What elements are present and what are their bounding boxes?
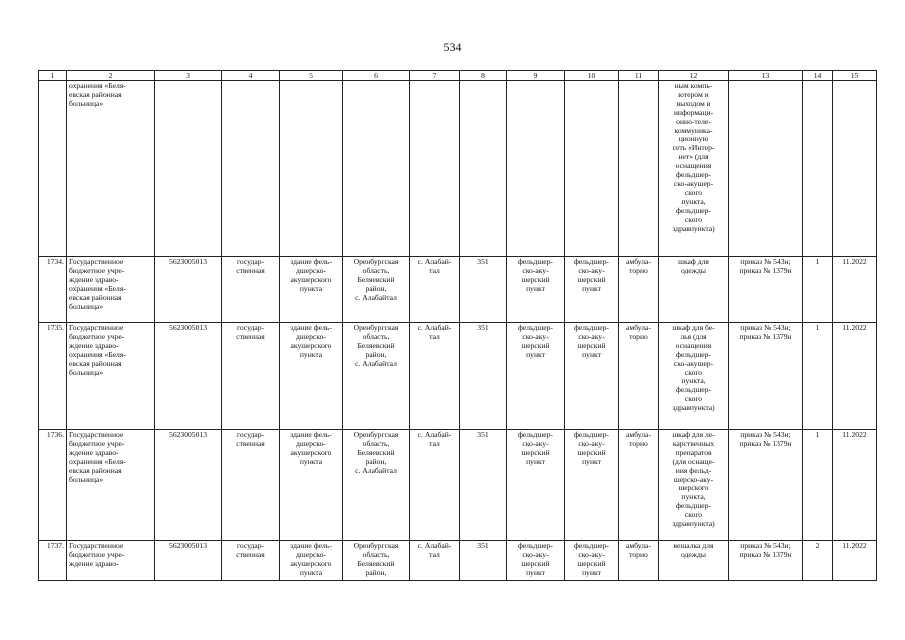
cell-object [280,81,343,257]
table-row [39,430,877,541]
cell-item: шкаф для ле- карственных препаратов (для оснаще- ния фельд- шерско-аку- шерского пункта, фельдшер- ского здравпункта) [659,430,729,541]
column-number: 6 [343,71,410,81]
cell-code: 351 [460,257,507,323]
column-number: 12 [659,71,729,81]
column-number: 13 [729,71,803,81]
cell-inn [155,81,222,257]
cell-address [343,81,410,257]
cell-qty: 1 [803,257,833,323]
column-number: 15 [833,71,877,81]
cell-qty [803,81,833,257]
cell-item: вешалка для одежды [659,541,729,581]
cell-form: амбула- торно [619,257,659,323]
cell-qty: 2 [803,541,833,581]
cell-ownership: государ- ственная [222,323,280,430]
cell-locality: с. Алабай- тал [410,323,460,430]
cell-date [833,81,877,257]
cell-code: 351 [460,323,507,430]
column-number: 4 [222,71,280,81]
cell-order [729,81,803,257]
cell-object: здание фель- дшерско- акушерского пункта [280,257,343,323]
cell-num: 1735. [39,323,67,430]
cell-locality [410,81,460,257]
cell-form: амбула- торно [619,541,659,581]
cell-inn: 5623005013 [155,541,222,581]
cell-org: Государственное бюджетное учре- ждение здраво- охранения «Беля- евская районная больница» [67,323,155,430]
table-row [39,323,877,430]
cell-unit-name: фельдшер- ско-аку- шерский пункт [565,430,619,541]
cell-inn: 5623005013 [155,323,222,430]
cell-inn: 5623005013 [155,257,222,323]
cell-item: шкаф для одежды [659,257,729,323]
cell-object: здание фель- дшерско- акушерского пункта [280,323,343,430]
cell-item: ным компь- ютером и выходом в информаци- онно-теле- коммуника- ционную сеть «Интер- нет» (для оснащения фельдшер- ско-акушер- ского пункта, фельдшер- ского здравпункта) [659,81,729,257]
cell-ownership: государ- ственная [222,541,280,581]
column-number: 14 [803,71,833,81]
cell-form [619,81,659,257]
cell-qty: 1 [803,430,833,541]
cell-item: шкаф для бе- лья (для оснащения фельдшер- ско-акушер- ского пункта, фельдшер- ского здравпункта) [659,323,729,430]
cell-date: 11.2022 [833,541,877,581]
cell-num: 1737. [39,541,67,581]
table-row [39,81,877,257]
cell-unit-type [507,81,565,257]
cell-date: 11.2022 [833,323,877,430]
column-number: 10 [565,71,619,81]
cell-address: Оренбургская область, Беляевский район, с. Алабайтал [343,430,410,541]
cell-code: 351 [460,430,507,541]
cell-unit-type: фельдшер- ско-аку- шерский пункт [507,257,565,323]
cell-ownership: государ- ственная [222,257,280,323]
cell-date: 11.2022 [833,257,877,323]
column-number: 2 [67,71,155,81]
column-number: 5 [280,71,343,81]
page-number: 534 [443,40,462,54]
column-number: 9 [507,71,565,81]
cell-code [460,81,507,257]
cell-order: приказ № 543н; приказ № 1379н [729,323,803,430]
table-row [39,257,877,323]
cell-form: амбула- торно [619,430,659,541]
cell-unit-type: фельдшер- ско-аку- шерский пункт [507,541,565,581]
cell-num: 1736. [39,430,67,541]
column-number-row [39,71,877,81]
column-number: 1 [39,71,67,81]
cell-date: 11.2022 [833,430,877,541]
cell-locality: с. Алабай- тал [410,257,460,323]
cell-num: 1734. [39,257,67,323]
cell-org: Государственное бюджетное учре- ждение здраво- [67,541,155,581]
cell-ownership: государ- ственная [222,430,280,541]
table-row [39,541,877,581]
cell-unit-name [565,81,619,257]
cell-order: приказ № 543н; приказ № 1379н [729,430,803,541]
cell-org: Государственное бюджетное учре- ждение здраво- охранения «Беля- евская районная больница» [67,257,155,323]
cell-num [39,81,67,257]
cell-order: приказ № 543н; приказ № 1379н [729,257,803,323]
column-number: 7 [410,71,460,81]
cell-inn: 5623005013 [155,430,222,541]
cell-ownership [222,81,280,257]
column-number: 3 [155,71,222,81]
cell-address: Оренбургская область, Беляевский район, с. Алабайтал [343,323,410,430]
cell-org: охранения «Беля- евская районная больница» [67,81,155,257]
cell-order: приказ № 543н; приказ № 1379н [729,541,803,581]
cell-code: 351 [460,541,507,581]
column-number: 8 [460,71,507,81]
cell-form: амбула- торно [619,323,659,430]
cell-unit-type: фельдшер- ско-аку- шерский пункт [507,323,565,430]
cell-unit-name: фельдшер- ско-аку- шерский пункт [565,257,619,323]
cell-unit-name: фельдшер- ско-аку- шерский пункт [565,541,619,581]
cell-unit-name: фельдшер- ско-аку- шерский пункт [565,323,619,430]
register-table [38,70,877,581]
cell-locality: с. Алабай- тал [410,430,460,541]
cell-unit-type: фельдшер- ско-аку- шерский пункт [507,430,565,541]
cell-qty: 1 [803,323,833,430]
column-number: 11 [619,71,659,81]
cell-org: Государственное бюджетное учре- ждение здраво- охранения «Беля- евская районная больница» [67,430,155,541]
cell-address: Оренбургская область, Беляевский район, с. Алабайтал [343,257,410,323]
cell-address: Оренбургская область, Беляевский район, [343,541,410,581]
cell-locality: с. Алабай- тал [410,541,460,581]
cell-object: здание фель- дшерско- акушерского пункта [280,541,343,581]
cell-object: здание фель- дшерско- акушерского пункта [280,430,343,541]
